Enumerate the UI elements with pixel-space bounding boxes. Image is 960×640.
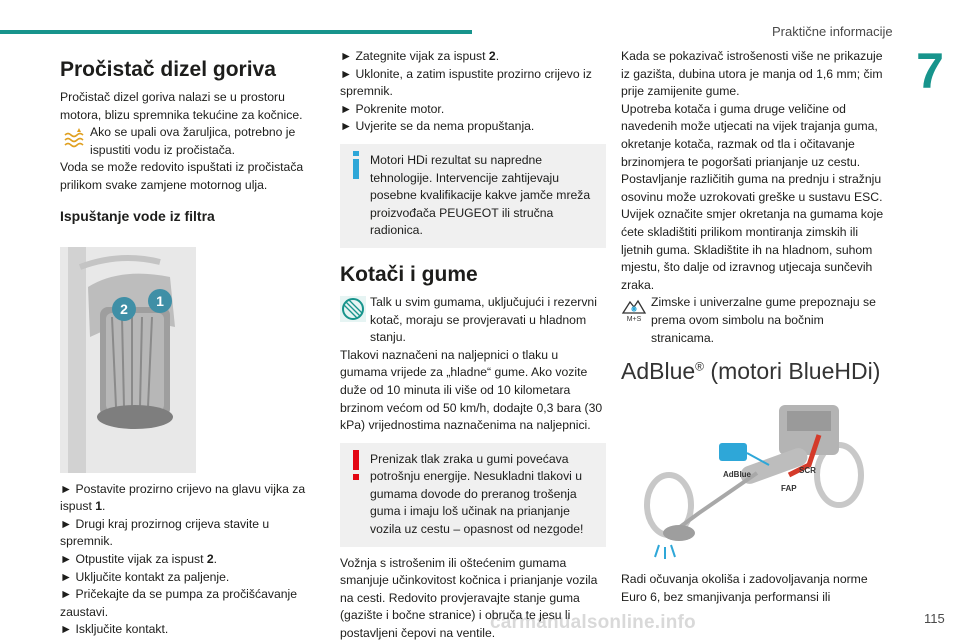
step: ► Uklonite, a zatim ispustite prozirno crijevo iz spremnik. [340,66,592,99]
column-adblue [621,48,887,606]
mountain-snowflake-icon [621,296,647,322]
water-warning-row [60,124,306,159]
step: ► Uvjerite se da nema propuštanja. [340,119,535,134]
callout-2-label: 2 [120,300,128,317]
wear-indicator-text: Kada se pokazivač istrošenosti više ne prikazuje iz gazišta, dubina utora je manja od 1,6 mm; čim prije zamijenite gume. [621,49,883,99]
page-number: 115 [924,611,945,626]
chapter-number: 7 [916,43,944,99]
step: ► Zategnite vijak za ispust 2. [340,49,500,63]
header-accent-bar [0,30,472,34]
info-hdi-text: Motori HDi rezultat su napredne tehnologije. Intervencije zahtijevaju posebne kvalifikacije kakve jamče mreža proizvođača PEUGEOT ili stručna radionica. [370,152,591,238]
svg-text:M+S: M+S [626,316,642,323]
step: ► Pokrenite motor. [340,101,445,116]
warning-icon [350,450,362,480]
subsection-title-drain: Ispuštanje vode iz filtra [60,207,215,224]
label-adblue: AdBlue [723,470,751,480]
tyre-icon [340,296,366,322]
adblue-intro-text: Radi očuvanja okoliša i zadovoljavanja norme Euro 6, bez smanjivanja performansi ili [621,572,868,604]
fuel-filter-intro: Pročistač dizel goriva nalazi se u prostoru motora, blizu spremnika tekućine za kočnice. [60,90,303,122]
tyre-storage-text: Uvijek označite smjer okretanja na gumama koje ćete skladištiti prilikom montiranja zimskih ili ljetnih guma. Skladištite ih na hladnom, suhom mjestu, što dalje od izravnog utjecaja sunčevih zraka. [621,207,884,292]
step: ► Uključite kontakt za paljenje. [60,569,230,584]
warning-box-pressure [340,443,606,547]
column-wheels-tyres [340,48,606,640]
worn-tyres-text: Vožnja s istrošenim ili oštećenim gumama smanjuje učinkovitost kočnica i prianjanje vozila na cesti. Redovito provjeravajte stanje guma (gazište i bočne stranice) i obruča te jesu li postavljeni čepovi na ventile. [340,555,598,640]
step: ► Otpustite vijak za ispust 2. [60,551,218,566]
adblue-system-diagram [639,395,879,563]
info-icon [350,151,362,181]
section-title-fuel-filter: Pročistač dizel goriva [60,58,276,81]
tyre-size-text: Upotreba kotača i guma druge veličine od navedenih može utjecati na vijek trajanja guma, okretanje kotača, razmak od tla i očitavanje brzinomjera te pogoršati prianjanje uz cestu. [621,101,878,169]
info-box-hdi [340,144,606,248]
column-fuel-filter [60,57,306,639]
section-title-adblue: AdBlue® (motori BlueHDi) [621,358,881,385]
water-in-fuel-icon [60,126,86,152]
step: ► Drugi kraj prozirnog crijeva stavite u spremnik. [60,516,270,549]
winter-tyre-row [621,294,887,347]
callout-1-label: 1 [156,292,164,309]
winter-tyre-text: Zimske i univerzalne gume prepoznaju se prema ovom simbolu na bočnim stranicama. [651,295,876,345]
drain-steps-b [340,48,606,136]
water-warning-text: Ako se upali ova žaruljica, potrebno je ispustiti vodu iz pročistača. [90,125,296,157]
esc-text: Postavljanje različitih guma na prednju i stražnju osovinu može uzrokovati greške u sustavu ESC. [621,172,883,204]
drain-steps-a [60,481,306,639]
tyre-check-row [340,294,606,347]
step: ► Isključite kontakt. [60,622,169,637]
section-title-tyres: Kotači i gume [340,262,478,286]
chapter-title: Praktične informacije [772,24,893,39]
fuel-filter-photo [60,247,196,473]
label-scr: SCR [799,466,816,476]
drain-interval-text: Voda se može redovito ispuštati iz pročistača prilikom svake zamjene motornog ulja. [60,160,304,192]
tyre-check-text: Talk u svim gumama, uključujući i rezervni kotač, moraju se provjeravati u hladnom stanju. [370,294,597,345]
tyre-pressure-text: Tlakovi naznačeni na naljepnici o tlaku u gumama vrijede za „hladne“ gume. Ako vozite duže od 10 minuta ili više od 10 kilometara brzinom većom od 50 km/h, dodajte 0,3 bara (30 kPa) vrijednostima naznačenima na naljepnici. [340,347,603,433]
label-fap: FAP [781,484,797,494]
watermark: carmanualsonline.info [490,612,696,633]
warning-pressure-text: Prenizak tlak zraka u gumi povećava potrošnju energije. Nesukladni tlakovi u gumama dovode do preranog trošenja guma i imaju loš učinak na prianjanje vozila uz cestu – opasnost od nezgode! [370,451,584,537]
step: ► Postavite prozirno crijevo na glavu vijka za ispust 1. [60,481,306,514]
step: ► Pričekajte da se pumpa za pročišćavanje zaustavi. [60,587,297,619]
